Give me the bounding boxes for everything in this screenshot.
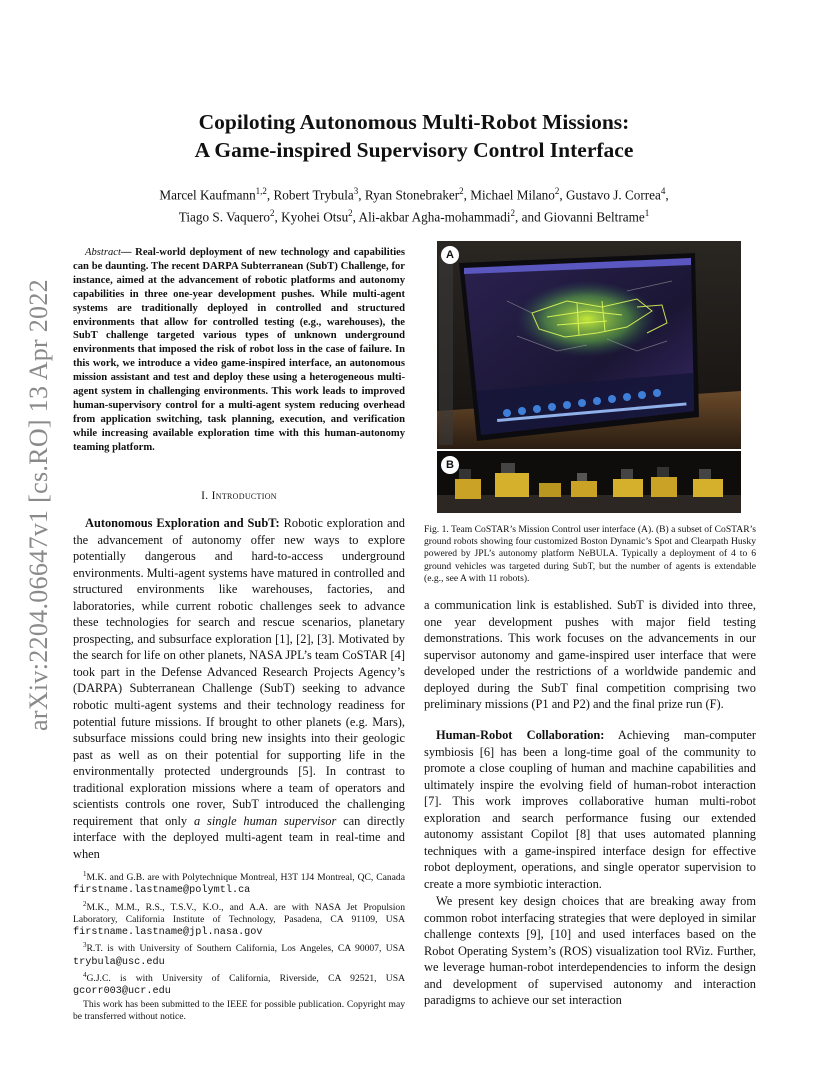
author-affiliation: 2 xyxy=(510,208,516,219)
author-name: Ryan Stonebraker xyxy=(364,187,460,203)
author-separator: , xyxy=(266,187,274,203)
author-separator: , xyxy=(559,187,566,203)
panel-label-a: A xyxy=(446,249,454,261)
author-affiliation: 1 xyxy=(644,208,650,219)
intro-paragraph-1 xyxy=(73,515,405,862)
footnote: $^3$R.T. is with University of Southern California, Los Angeles, CA 90007, USA trybula@usc.edu xyxy=(73,941,405,968)
section-name: Introduction xyxy=(211,490,277,502)
paragraph-text: Robotic exploration and the advancement of autonomy offer new ways to explore potentially dangerous and hard-to-access underground environments. Multi-agent systems have matured in controlled and structured environments like warehouses, factories, and laboratories, while current robotic challenges seek to advance these technologies for search and rescue scenarios, planetary prospecting, and subsurface exploration [1], [2], [3]. Motivated by the search for life on other planets, NASA JPL’s team CoSTAR [4] took part in the Defense Advanced Research Projects Agency’s (DARPA) Subterranean Challenge (SubT) seeking to advance robotic multi-agent systems and their technology readiness for potential future missions. If brought to other planets (e.g. Mars), subsurface missions could bring new insights into their geologic past as well as on their potential for supporting life in the environmentally protected undergrounds [5]. In contrast to traditional exploration missions where a team of operators and scientists controls one rover, SubT introduced the challenging requirement that only xyxy=(73,516,405,828)
author-name: Giovanni Beltrame xyxy=(543,209,645,225)
figure-photo xyxy=(437,241,741,513)
title-line-1: Copiloting Autonomous Multi-Robot Missions: xyxy=(198,110,630,134)
figure-1-caption: Fig. 1. Team CoSTAR’s Mission Control user interface (A). (B) a subset of CoSTAR’s ground robots showing four customized Boston Dynamic’s Spot and Clearpath Husky powered by JPL’s autonomy platform NeBULA. Typically a deployment of 4 to 6 ground vehicles was targeted during SubT, but the number of agents is extendable (e.g., see A with 11 robots). xyxy=(424,524,756,584)
abstract-label: Abstract xyxy=(85,247,121,258)
author-name: Michael Milano xyxy=(470,187,555,203)
intro-paragraph-design: We present key design choices that are breaking away from common robot interfacing strategies that were deployed in similar challenge contexts [9], [10] and used interfaces based on the Robot Operating System’s (ROS) visualization tool RViz. Further, we leverage human-robot interdependencies to inform the design and development of supervised autonomy and interaction paradigms to achieve our set interaction xyxy=(424,894,756,1008)
footnotes xyxy=(73,868,405,1023)
arxiv-stamp xyxy=(24,279,54,731)
section-number: I. xyxy=(201,490,212,502)
footnote: $^2$M.K., M.M., R.S., T.S.V., K.O., and A.A. are with NASA Jet Propulsion Laboratory, California Institute of Technology, Pasadena, CA 91109, USA firstname.lastname@jpl.nasa.gov xyxy=(73,899,405,939)
author-separator: , xyxy=(665,187,669,203)
paragraph-heading: Human-Robot Collaboration: xyxy=(436,728,605,742)
author-name: Tiago S. Vaquero xyxy=(178,209,271,225)
paragraph-heading: Autonomous Exploration and SubT: xyxy=(85,516,280,530)
paper-title xyxy=(0,108,828,164)
panel-label-b: B xyxy=(446,459,454,471)
author-separator: , xyxy=(358,187,365,203)
email-link[interactable]: trybula@usc.edu xyxy=(73,956,165,968)
author-name: Robert Trybula xyxy=(273,187,354,203)
author-separator: , and xyxy=(515,209,544,225)
abstract-text: — Real-world deployment of new technology and capabilities can be daunting. The recent DARPA Subterranean (SubT) Challenge, for instance, aimed at the advancement of robotic platforms and autonomy capabilities in three one-year development pushes. While multi-agent systems are traditionally deployed in controlled and structured environments that allow for controlled testing (e.g., warehouses), the SubT challenge targeted various types of unknown underground environments that imposed the risk of robot loss in the case of failure. In this work, we introduce a video game-inspired interface, an autonomous mission assistant and test and deploy these using a heterogeneous multi-agent system in challenging environments. This work leads to improved human-supervisory control for a multi-agent system reducing overhead from application switching, task planning, execution, and verification while increasing available exploration time with this human-autonomy teaming platform. xyxy=(73,247,405,453)
author-name: Kyohei Otsu xyxy=(281,209,349,225)
email-link[interactable]: firstname.lastname@polymtl.ca xyxy=(73,885,251,897)
author-separator: , xyxy=(274,209,282,225)
paragraph-text-end: can directly interface with the deployed multi-agent team in real-time and when xyxy=(73,813,405,861)
author-name: Marcel Kaufmann xyxy=(159,187,256,203)
author-affiliation: 3 xyxy=(353,186,359,196)
author-separator: , xyxy=(463,187,471,203)
author-name: Gustavo J. Correa xyxy=(565,187,661,203)
author-affiliation: 1,2 xyxy=(255,186,267,196)
section-heading-introduction xyxy=(73,490,405,502)
copyright-notice: This work has been submitted to the IEEE for possible publication. Copyright may be transferred without notice. xyxy=(73,998,405,1022)
author-affiliation: 2 xyxy=(270,208,275,219)
title-line-2: A Game-inspired Supervisory Control Interface xyxy=(194,138,634,162)
author-name: Ali-akbar Agha-mohammadi xyxy=(358,209,511,225)
intro-paragraph-continued: a communication link is established. SubT is divided into three, one year development pushes with major field testing demonstrations. This work focuses on the advancements in our supervisor autonomy and game-inspired user interface that were developed under the restrictions of a worldwide pandemic and deployed during the SubT final competition comprising two preliminary missions (P1 and P2) and the final prize run (F). xyxy=(424,598,756,712)
author-separator: , xyxy=(352,209,359,225)
paragraph-text: Achieving man-computer symbiosis [6] has been a long-time goal of the community to promote a close coupling of human and machine capabilities and ultimately inspire the evolving field of human-robot interaction [7]. This work improves collaborative human multi-robot exploration and search performance fusing our extended autonomy assistant Copilot [8] that uses automated planning techniques with a game-inspired interface design for effective robot deployment, operations, and single operator supervision to create a more symbiotic interaction. xyxy=(424,728,756,891)
arxiv-id[interactable]: arXiv:2204.06647v1 [cs.RO] 13 Apr 2022 xyxy=(24,279,53,731)
emphasis-text: a single human supervisor xyxy=(193,813,337,828)
figure-1-image xyxy=(437,241,741,513)
author-affiliation: 2 xyxy=(459,186,464,196)
intro-paragraph-hrc xyxy=(424,727,756,892)
author-affiliation: 2 xyxy=(554,186,560,196)
author-affiliation: 2 xyxy=(348,208,353,219)
abstract xyxy=(73,246,405,455)
author-list xyxy=(70,182,758,227)
email-link[interactable]: firstname.lastname@jpl.nasa.gov xyxy=(73,927,263,939)
email-link[interactable]: gcorr003@ucr.edu xyxy=(73,986,171,998)
footnote: $^4$G.J.C. is with University of California, Riverside, CA 92521, USA gcorr003@ucr.edu xyxy=(73,970,405,998)
footnote: $^1$M.K. and G.B. are with Polytechnique Montreal, H3T 1J4 Montreal, QC, Canada firstname.lastname@polymtl.ca xyxy=(73,870,405,897)
author-affiliation: 4 xyxy=(660,186,666,196)
